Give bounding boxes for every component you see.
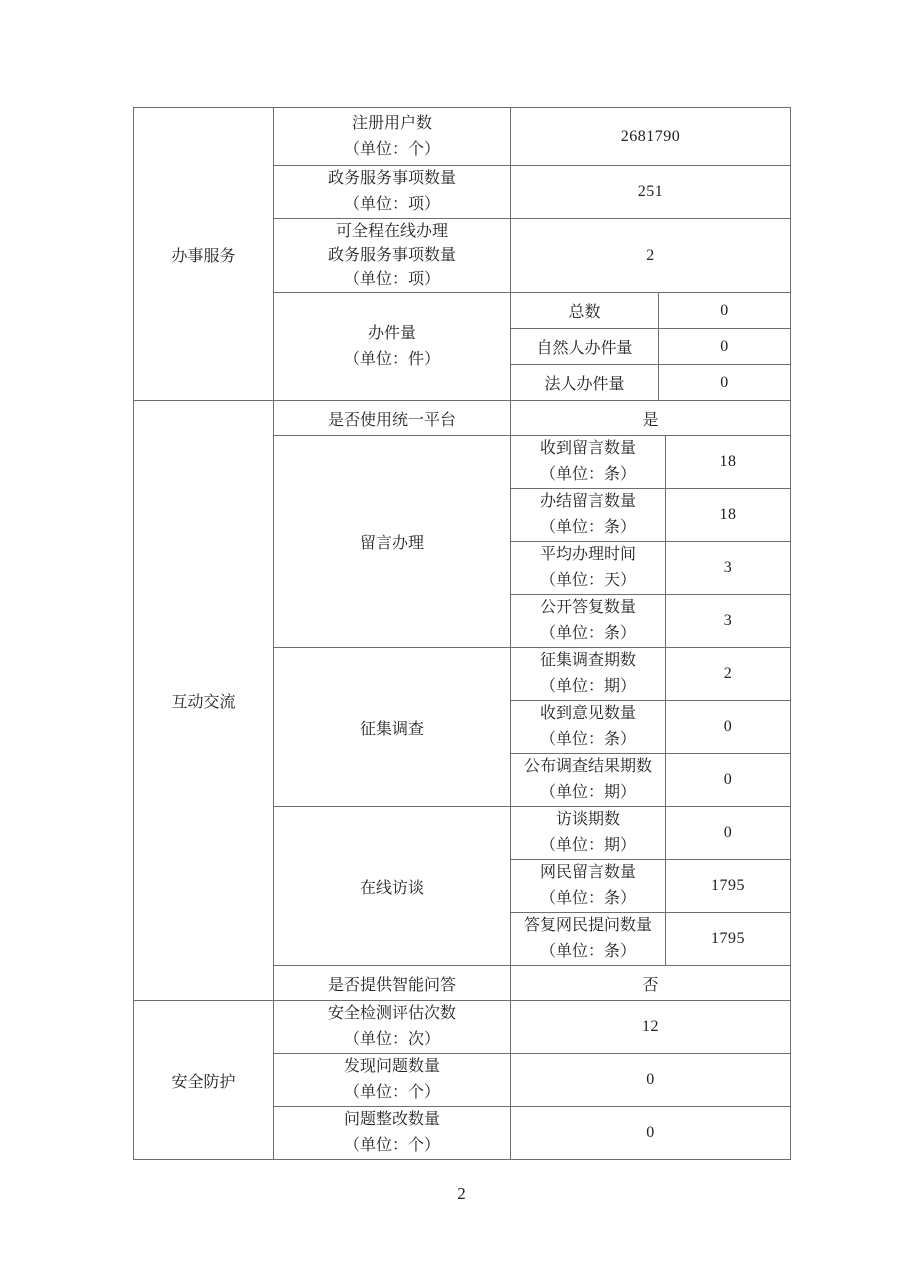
row-label-problems-found [274, 1054, 511, 1107]
unit-text: （单位：天） [539, 572, 636, 589]
sublabel-opinions-received [511, 701, 666, 754]
label-text: 发现问题数量 [343, 1058, 440, 1075]
value-survey-periods: 2 [666, 648, 791, 701]
unit-text: （单位：条） [539, 466, 636, 483]
value-security-assessments: 12 [511, 1001, 791, 1054]
sublabel-public-replies [511, 595, 666, 648]
value-results-published: 0 [666, 754, 791, 807]
label-text: 公布调查结果期数 [523, 758, 652, 775]
sublabel-legal-person: 法人办件量 [511, 365, 659, 401]
row-label-service-items [274, 166, 511, 219]
unit-text: （单位：条） [539, 625, 636, 642]
label-text: 注册用户数 [351, 114, 432, 132]
value-interview-periods: 0 [666, 807, 791, 860]
group-title-message-handling: 留言办理 [274, 436, 511, 648]
unit-text: （单位：期） [539, 678, 636, 695]
row-label-smart-qa: 是否提供智能问答 [274, 966, 511, 1001]
table-row [134, 401, 791, 436]
value-average-handling-time: 3 [666, 542, 791, 595]
table-row [134, 108, 791, 166]
section-title-interaction: 互动交流 [134, 401, 274, 1001]
sublabel-total: 总数 [511, 293, 659, 329]
row-label-security-assessments [274, 1001, 511, 1054]
label-text: 收到留言数量 [539, 440, 636, 457]
value-messages-received: 18 [666, 436, 791, 489]
row-label-problems-rectified [274, 1107, 511, 1160]
label-text: 访谈期数 [555, 811, 620, 828]
unit-text: （单位：个） [343, 140, 440, 158]
section-title-security: 安全防护 [134, 1001, 274, 1160]
group-title-case-volume [274, 293, 511, 401]
unit-text: （单位：条） [539, 943, 636, 960]
value-problems-found: 0 [511, 1054, 791, 1107]
table-row [134, 1001, 791, 1054]
value-natural-person: 0 [659, 329, 791, 365]
value-unified-platform: 是 [511, 401, 791, 436]
sublabel-interview-periods [511, 807, 666, 860]
label-text: 网民留言数量 [539, 864, 636, 881]
label-text: 政务服务事项数量 [327, 170, 456, 187]
page-number: 2 [457, 1184, 466, 1203]
unit-text: （单位：条） [539, 519, 636, 536]
label-text: 收到意见数量 [539, 705, 636, 722]
section-title-service: 办事服务 [134, 108, 274, 401]
value-problems-rectified: 0 [511, 1107, 791, 1160]
unit-text: （单位：期） [539, 837, 636, 854]
label-text: 平均办理时间 [539, 546, 636, 563]
row-label-unified-platform: 是否使用统一平台 [274, 401, 511, 436]
unit-text: （单位：项） [343, 270, 440, 288]
label-text: 征集调查期数 [539, 652, 636, 669]
value-service-items: 251 [511, 166, 791, 219]
sublabel-survey-periods [511, 648, 666, 701]
sublabel-average-handling-time [511, 542, 666, 595]
row-label-registered-users [274, 108, 511, 166]
unit-text: （单位：期） [539, 784, 636, 801]
value-netizen-messages: 1795 [666, 860, 791, 913]
value-registered-users: 2681790 [511, 108, 791, 166]
sublabel-results-published [511, 754, 666, 807]
value-legal-person: 0 [659, 365, 791, 401]
label-text: 安全检测评估次数 [327, 1005, 456, 1022]
value-messages-completed: 18 [666, 489, 791, 542]
group-title-survey: 征集调查 [274, 648, 511, 807]
unit-text: （单位：个） [343, 1084, 440, 1101]
unit-text: （单位：次） [343, 1031, 440, 1048]
row-label-online-service-items [274, 219, 511, 293]
sublabel-messages-completed [511, 489, 666, 542]
unit-text: （单位：件） [343, 350, 440, 368]
sublabel-questions-answered [511, 913, 666, 966]
label-text: 公开答复数量 [539, 599, 636, 616]
value-public-replies: 3 [666, 595, 791, 648]
label-text: 问题整改数量 [343, 1111, 440, 1128]
label-text: 办件量 [367, 324, 416, 342]
value-smart-qa: 否 [511, 966, 791, 1001]
unit-text: （单位：项） [343, 196, 440, 213]
label-text: 可全程在线办理 [335, 222, 448, 240]
value-online-service-items: 2 [511, 219, 791, 293]
sublabel-natural-person: 自然人办件量 [511, 329, 659, 365]
unit-text: （单位：条） [539, 731, 636, 748]
unit-text: （单位：个） [343, 1137, 440, 1154]
label-text: 办结留言数量 [539, 493, 636, 510]
sublabel-netizen-messages [511, 860, 666, 913]
value-opinions-received: 0 [666, 701, 791, 754]
label-text-2: 政务服务事项数量 [327, 246, 456, 264]
unit-text: （单位：条） [539, 890, 636, 907]
annual-report-table [133, 107, 791, 1160]
sublabel-messages-received [511, 436, 666, 489]
value-total: 0 [659, 293, 791, 329]
value-questions-answered: 1795 [666, 913, 791, 966]
label-text: 答复网民提问数量 [523, 917, 652, 934]
group-title-online-interview: 在线访谈 [274, 807, 511, 966]
